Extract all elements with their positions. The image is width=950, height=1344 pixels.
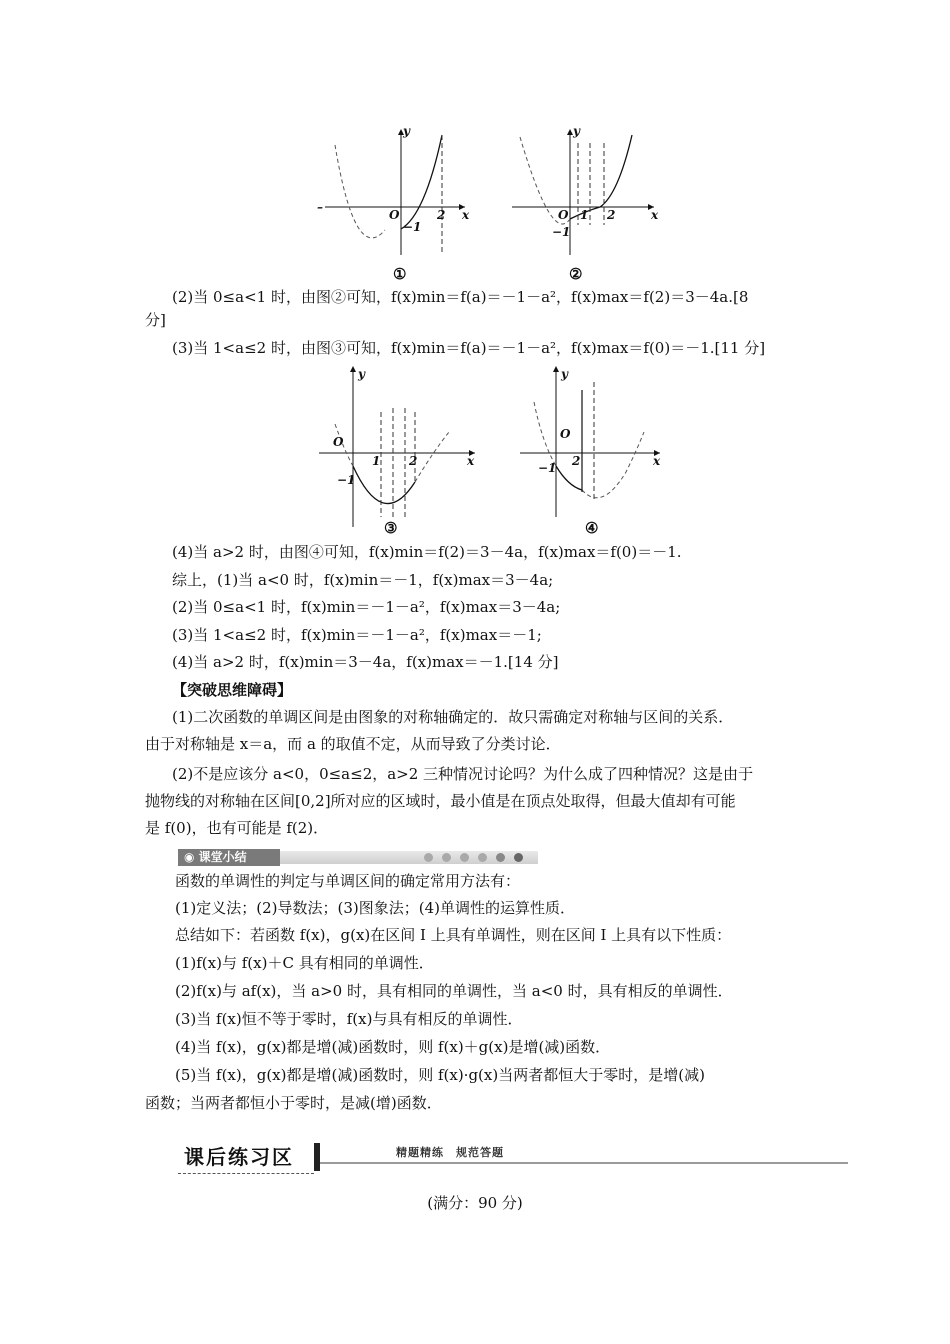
full-score: (满分：90 分) [427,1194,523,1212]
text-line: (4)当 a>2 时，f(x)min＝3－4a，f(x)max＝－1.[14 分] [172,653,559,671]
graph-figure-1 [315,125,475,260]
fig2-x-label: x [651,208,659,222]
fig4-tick-neg1: −1 [538,461,557,475]
fig4-y-label: y [561,367,568,381]
summary-section-bar [178,849,538,866]
text-line: 函数的单调性的判定与单调区间的确定常用方法有： [175,872,521,890]
fig3-y-label: y [358,367,365,381]
bar-divider [314,1143,320,1171]
section-heading: 【突破思维障碍】 [172,681,293,699]
practice-section-title: 课后练习区 [184,1145,294,1169]
practice-section-bar [178,1141,848,1177]
text-line: 抛物线的对称轴在区间[0,2]所对应的区域时，最小值是在顶点处取得，但最大值却有可能 [145,792,736,810]
text-line: (1)f(x)与 f(x)＋C 具有相同的单调性． [175,954,434,972]
graph-figure-4 [516,362,666,517]
text-line: (4)当 f(x)，g(x)都是增(减)函数时，则 f(x)＋g(x)是增(减)函数． [175,1038,611,1056]
text-line: 是 f(0)，也有可能是 f(2)． [145,819,329,837]
bar-dot [460,853,469,862]
fig4-x-label: x [653,454,661,468]
fig4-tick-2: 2 [572,454,581,468]
fig4-label: ④ [585,519,599,537]
text-line: (2)不是应该分 a<0，0≤a≤2，a>2 三种情况讨论吗？为什么成了四种情况？这是由于 [172,765,754,783]
fig2-tick-neg1: −1 [552,225,571,239]
graph-figure-2 [508,125,663,260]
text-line: (2)当 0≤a<1 时，f(x)min＝－1－a²，f(x)max＝3－4a; [172,598,561,616]
fig2-y-label: y [573,125,580,138]
bar-rule [320,1162,848,1164]
fig1-x-label: x [462,208,470,222]
fig1-origin-label: O [389,208,400,222]
text-line: (2)当 0≤a<1 时，由图②可知，f(x)min＝f(a)＝－1－a²，f(x)max＝f(2)＝3－4a.[8 [172,288,749,306]
bar-dot [424,853,433,862]
fig3-x-label: x [467,454,475,468]
text-line: (4)当 a>2 时，由图④可知，f(x)min＝f(2)＝3－4a，f(x)max＝f(0)＝－1. [172,543,682,561]
text-line: 分] [145,311,166,329]
text-line: (2)f(x)与 af(x)，当 a>0 时，具有相同的单调性，当 a<0 时，具有相反的单调性． [175,982,733,1000]
bar-dot [478,853,487,862]
text-line: (3)当 1<a≤2 时，f(x)min＝－1－a²，f(x)max＝－1; [172,626,542,644]
fig1-y-label: y [403,125,410,138]
fig1-tick-2: 2 [437,208,446,222]
bar-dashed-underline [178,1173,314,1174]
fig4-origin-label: O [560,427,571,441]
summary-section-title: ◉ 课堂小结 [178,849,280,866]
fig2-tick-2: 2 [607,208,616,222]
fig1-tick-neg1: −1 [403,220,422,234]
fig2-tick-1: 1 [580,208,589,222]
text-line: (3)当 1<a≤2 时，由图③可知，f(x)min＝f(a)＝－1－a²，f(x)max＝f(0)＝－1.[11 分] [172,339,766,357]
practice-section-subtitle: 精题精练 规范答题 [396,1146,504,1159]
bar-dot [514,853,523,862]
fig3-tick-1: 1 [372,454,381,468]
fig3-tick-neg1: −1 [337,473,356,487]
bar-dot [442,853,451,862]
fig1-tick-left: – [317,200,323,214]
fig2-label: ② [569,265,583,283]
fig1-label: ① [393,265,407,283]
bar-dot [496,853,505,862]
fig3-label: ③ [384,519,398,537]
text-line: 由于对称轴是 x＝a，而 a 的取值不定，从而导致了分类讨论． [145,735,561,753]
text-line: (3)当 f(x)恒不等于零时，f(x)与具有相反的单调性． [175,1010,523,1028]
text-line: 综上，(1)当 a<0 时，f(x)min＝－1，f(x)max＝3－4a; [172,571,554,589]
text-line: 函数；当两者都恒小于零时，是减(增)函数． [145,1094,442,1112]
graph-figure-3 [315,362,480,527]
text-line: 总结如下：若函数 f(x)，g(x)在区间 I 上具有单调性，则在区间 I 上具有以下性质： [175,926,732,944]
fig2-origin-label: O [558,208,569,222]
fig3-origin-label: O [333,435,344,449]
text-line: (1)定义法；(2)导数法；(3)图象法；(4)单调性的运算性质． [175,899,575,917]
fig3-tick-2: 2 [409,454,418,468]
text-line: (5)当 f(x)，g(x)都是增(减)函数时，则 f(x)·g(x)当两者都恒大于零时，是增(减) [175,1066,705,1084]
text-line: (1)二次函数的单调区间是由图象的对称轴确定的．故只需确定对称轴与区间的关系． [172,708,734,726]
